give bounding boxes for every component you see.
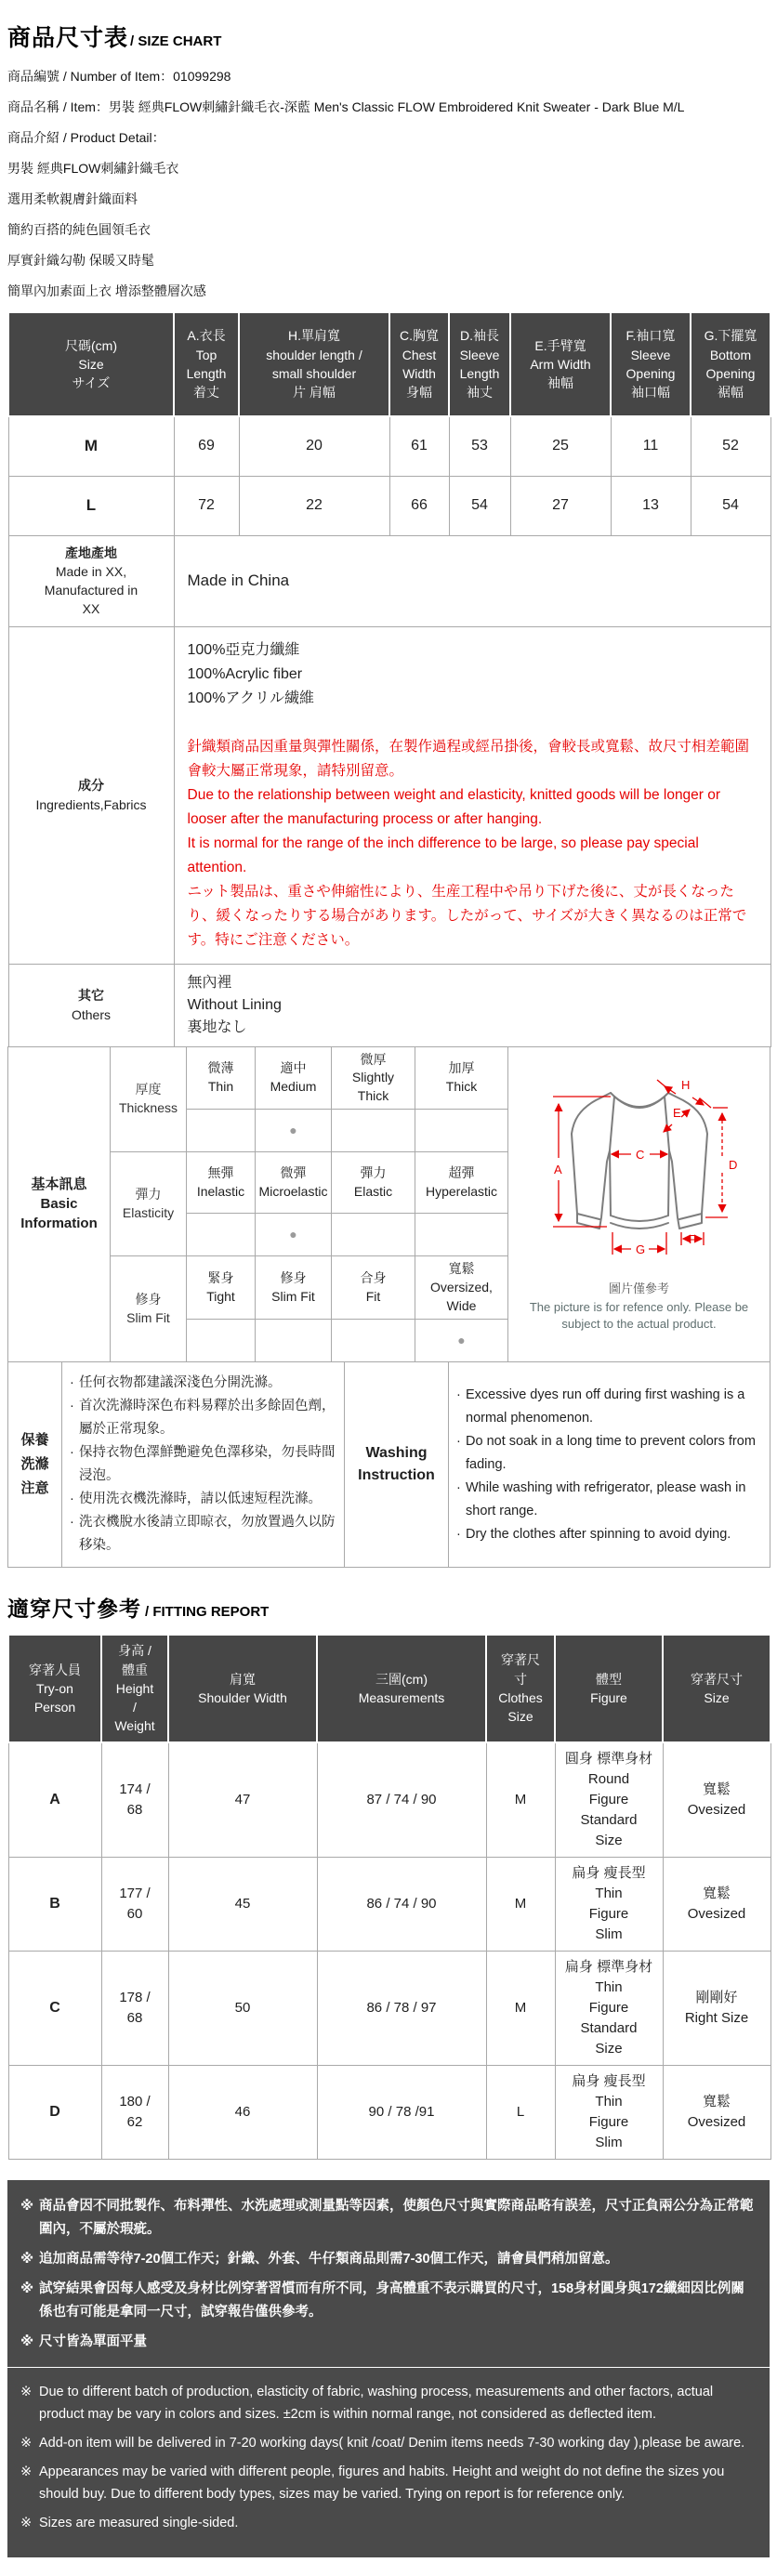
footer-note-zh: ※ 試穿結果會因每人感受及身材比例穿著習慣而有所不同，身高體重不表示購買的尺寸，158身材圓身與172纖細因比例關係也有可能是拿同一尺寸，試穿報告僅供參考。	[20, 2280, 744, 2320]
fit-option: 寬鬆 Oversized, Wide	[415, 1256, 508, 1320]
fitting-title: 適穿尺寸參考 / FITTING REPORT	[7, 1597, 270, 1622]
fit-option: 修身 Slim Fit	[256, 1256, 332, 1320]
fitting-row	[8, 1742, 770, 1858]
product-detail-line: 簡約百搭的純色圓領毛衣	[7, 222, 151, 237]
product-detail-line: 男裝 經典FLOW刺繡針織毛衣	[7, 161, 179, 176]
size-table-header: A.衣長 Top Length 着丈	[174, 312, 239, 416]
ingredients-value	[174, 626, 770, 964]
fitting-row	[8, 1951, 770, 2065]
product-detail-line: 選用柔軟親膚針織面料	[7, 191, 138, 206]
fitting-cell: 寬鬆 Ovesized	[663, 1857, 770, 1951]
others-row	[8, 964, 770, 1046]
fitting-cell: 寬鬆 Ovesized	[663, 1742, 770, 1858]
washing-label-zh: 保養 洗滌 注意	[8, 1362, 62, 1568]
size-cell: 66	[389, 476, 449, 535]
page-title-en: / SIZE CHART	[130, 33, 222, 49]
elasticity-option: 超彈 Hyperelastic	[415, 1152, 508, 1214]
elasticity-option: 彈力 Elastic	[332, 1152, 415, 1214]
page-title	[7, 19, 770, 53]
size-table-header: E.手臂寬 Arm Width 袖幅	[510, 312, 611, 416]
thickness-option: 微薄 Thin	[187, 1046, 256, 1110]
size-table-header: H.單肩寬 shoulder length / small shoulder 片 肩幅	[239, 312, 389, 416]
fitting-cell: 174 / 68	[101, 1742, 168, 1858]
ingredients-row	[8, 626, 770, 964]
basic-info-label: 基本訊息 Basic Information	[8, 1046, 111, 1362]
fitting-cell: M	[486, 1742, 555, 1858]
footer-note-zh: ※ 追加商品需等待7-20個工作天；針織、外套、牛仔類商品則需7-30個工作天，請會員們稍加留意。	[20, 2251, 619, 2267]
svg-text:C: C	[635, 1147, 644, 1162]
size-cell: 53	[449, 416, 510, 476]
washing-label-en: Washing Instruction	[345, 1362, 449, 1568]
washing-note: · 洗衣機脫水後請立即晾衣，勿放置過久以防移染。	[70, 1515, 336, 1554]
fitting-cell: 47	[168, 1742, 317, 1858]
fit-label: 修身 Slim Fit	[111, 1256, 187, 1362]
fitting-cell: 180 / 62	[101, 2065, 168, 2159]
fitting-table	[7, 1634, 771, 2159]
fitting-header: 穿著尺寸 Size	[663, 1635, 770, 1741]
fitting-header: 身高 / 體重 Height / Weight	[101, 1635, 168, 1741]
footer-note-zh: ※ 尺寸皆為單面平量	[20, 2333, 147, 2349]
elasticity-option: 無彈 Inelastic	[187, 1152, 256, 1214]
size-cell: 22	[239, 476, 389, 535]
measurement-diagram-cell	[508, 1046, 770, 1362]
washing-notes-zh	[62, 1362, 345, 1568]
fitting-cell: 177 / 60	[101, 1857, 168, 1951]
fitting-row	[8, 2065, 770, 2159]
others-value: 無內裡 Without Lining 裏地なし	[174, 964, 770, 1046]
product-detail-label: 商品介紹 / Product Detail：	[7, 130, 165, 145]
basic-info-table	[7, 1046, 770, 1363]
footer-note-en: ※ Add-on item will be delivered in 7-20 working days( knit /coat/ Denim items needs 7-30 working day ),please be aware.	[20, 2435, 745, 2451]
svg-text:E: E	[672, 1105, 681, 1120]
washing-note: · 保持衣物色澤鮮艷避免色澤移染，勿長時間浸泡。	[70, 1445, 336, 1484]
item-name-line: 商品名稱 / Item：男裝 經典FLOW刺繡針織毛衣-深藍 Men's Classic FLOW Embroidered Knit Sweater - Dark Blue M/L	[7, 99, 685, 114]
thickness-label: 厚度 Thickness	[111, 1046, 187, 1152]
svg-text:G: G	[635, 1242, 645, 1256]
size-cell: M	[8, 416, 174, 476]
size-cell: 20	[239, 416, 389, 476]
size-table-header: G.下擺寬 Bottom Opening 裾幅	[691, 312, 770, 416]
origin-label: 產地產地 Made in XX, Manufactured in XX	[8, 535, 174, 626]
svg-text:A: A	[553, 1162, 562, 1176]
fitting-cell: M	[486, 1951, 555, 2065]
product-detail-line: 簡單內加素面上衣 增添整體層次感	[7, 283, 206, 298]
elasticity-selected-dot: ●	[289, 1227, 297, 1242]
fitting-header: 穿著尺 寸 Clothes Size	[486, 1635, 555, 1741]
thickness-selected-dot: ●	[289, 1123, 297, 1138]
origin-row	[8, 535, 770, 626]
composition-text: 100%亞克力纖維 100%Acrylic fiber 100%アクリル繊維	[187, 641, 314, 706]
size-cell: 61	[389, 416, 449, 476]
fitting-cell: 圓身 標準身材 Round Figure Standard Size	[555, 1742, 663, 1858]
sweater-measurement-diagram	[518, 1076, 761, 1273]
ingredients-label: 成分 Ingredients,Fabrics	[8, 626, 174, 964]
diagram-caption-en: The picture is for refence only. Please be subject to the actual product.	[529, 1300, 749, 1332]
fitting-cell: B	[8, 1857, 101, 1951]
size-table-header: 尺碼(cm) Size サイズ	[8, 312, 174, 416]
fitting-cell: 90 / 78 /91	[317, 2065, 486, 2159]
fitting-cell: 86 / 74 / 90	[317, 1857, 486, 1951]
washing-note: · 首次洗滌時深色布料易釋於出多餘固色劑，屬於正常現象。	[70, 1399, 336, 1438]
thickness-option: 微厚 Slightly Thick	[332, 1046, 415, 1110]
elasticity-label: 彈力 Elasticity	[111, 1152, 187, 1256]
fitting-cell: 87 / 74 / 90	[317, 1742, 486, 1858]
item-number-line: 商品編號 / Number of Item：01099298	[7, 69, 231, 84]
product-detail-line: 厚實針織勾勒 保暖又時髦	[7, 253, 154, 268]
fitting-header: 體型 Figure	[555, 1635, 663, 1741]
fit-selected-dot: ●	[457, 1332, 466, 1347]
washing-table	[7, 1361, 770, 1568]
size-cell: 27	[510, 476, 611, 535]
fitting-cell: C	[8, 1951, 101, 2065]
svg-text:F: F	[688, 1231, 696, 1246]
fitting-cell: L	[486, 2065, 555, 2159]
svg-text:H: H	[680, 1077, 690, 1092]
washing-note: · 使用洗衣機洗滌時，請以低速短程洗滌。	[70, 1492, 322, 1507]
size-cell: 54	[449, 476, 510, 535]
origin-value: Made in China	[174, 535, 770, 626]
fit-option: 緊身 Tight	[187, 1256, 256, 1320]
fitting-header: 三圍(cm) Measurements	[317, 1635, 486, 1741]
size-table-header-row	[8, 312, 770, 416]
fitting-cell: A	[8, 1742, 101, 1858]
fitting-cell: 45	[168, 1857, 317, 1951]
svg-text:D: D	[728, 1157, 737, 1172]
others-label: 其它 Others	[8, 964, 174, 1046]
fitting-cell: 扁身 標準身材 Thin Figure Standard Size	[555, 1951, 663, 2065]
washing-note: · Do not soak in a long time to prevent colors from fading.	[456, 1433, 756, 1472]
fitting-cell: 扁身 瘦長型 Thin Figure Slim	[555, 2065, 663, 2159]
washing-note: · 任何衣物都建議深淺色分開洗滌。	[70, 1375, 282, 1391]
fitting-cell: 178 / 68	[101, 1951, 168, 2065]
size-cell: 52	[691, 416, 770, 476]
size-row-l	[8, 476, 770, 535]
size-cell: 13	[611, 476, 691, 535]
footer-note-zh: ※ 商品會因不同批製作、布料彈性、水洗處理或測量點等因素，使顏色尺寸與實際商品略有誤差，尺寸正負兩公分為正常範圍內，不屬於瑕疵。	[20, 2198, 754, 2237]
size-cell: 25	[510, 416, 611, 476]
notes-footer	[7, 2180, 770, 2557]
size-table-header: F.袖口寬 Sleeve Opening 袖口幅	[611, 312, 691, 416]
footer-note-en: ※ Appearances may be varied with different people, figures and habits. Height and weight do not define the sizes you should buy. Due to different body types, sizes may be varied. Trying on report is for reference only.	[20, 2464, 725, 2502]
size-cell: L	[8, 476, 174, 535]
fitting-cell: 扁身 瘦長型 Thin Figure Slim	[555, 1857, 663, 1951]
size-cell: 54	[691, 476, 770, 535]
fitting-cell: 剛剛好 Right Size	[663, 1951, 770, 2065]
fitting-cell: 50	[168, 1951, 317, 2065]
elasticity-option: 微彈 Microelastic	[256, 1152, 332, 1214]
fitting-header-row	[8, 1635, 770, 1741]
fitting-header: 肩寬 Shoulder Width	[168, 1635, 317, 1741]
fit-option: 合身 Fit	[332, 1256, 415, 1320]
washing-note: · Excessive dyes run off during first washing is a normal phenomenon.	[456, 1387, 745, 1426]
thickness-option: 適中 Medium	[256, 1046, 332, 1110]
size-cell: 11	[611, 416, 691, 476]
measurement-labels	[554, 1078, 737, 1256]
fitting-row	[8, 1857, 770, 1951]
size-cell: 69	[174, 416, 239, 476]
size-table-header: D.袖長 Sleeve Length 袖丈	[449, 312, 510, 416]
size-table-header: C.胸寬 Chest Width 身幅	[389, 312, 449, 416]
size-row-m	[8, 416, 770, 476]
washing-note: · While washing with refrigerator, please wash in short range.	[456, 1479, 746, 1518]
footer-note-en: ※ Due to different batch of production, elasticity of fabric, washing process, measurements and other factors, actual product may be vary in colors and sizes. ±2cm is within normal range, not considered as deflected item.	[20, 2384, 714, 2422]
elasticity-notice-text: 針織類商品因重量與彈性關係，在製作過程或經吊掛後，會較長或寬鬆、故尺寸相差範圍會較大屬正常現象，請特別留意。 Due to the relationship between weight and elasticity, knitted goods will be longer or looser after the manufacturing process or after hanging. It is normal for the range of the inch difference to be large, so please pay special attention. ニット製品は、重さや伸縮性により、生産工程中や吊り下げた後に、丈が長くなったり、緩くなったりする場合があります。したがって、サイズが大きく異なるのは正常です。特にご注意ください。	[187, 738, 750, 948]
footer-note-en: ※ Sizes are measured single-sided.	[20, 2515, 239, 2530]
washing-note: · Dry the clothes after spinning to avoid dying.	[456, 1526, 731, 1542]
fitting-cell: 86 / 78 / 97	[317, 1951, 486, 2065]
fitting-cell: 46	[168, 2065, 317, 2159]
fitting-cell: M	[486, 1857, 555, 1951]
washing-notes-en	[449, 1362, 770, 1568]
size-table	[7, 311, 771, 1047]
fitting-cell: 寬鬆 Ovesized	[663, 2065, 770, 2159]
fitting-cell: D	[8, 2065, 101, 2159]
thickness-option: 加厚 Thick	[415, 1046, 508, 1110]
footer-divider	[7, 2367, 770, 2368]
size-cell: 72	[174, 476, 239, 535]
fitting-header: 穿著人員 Try-on Person	[8, 1635, 101, 1741]
page-title-zh: 商品尺寸表	[7, 25, 129, 51]
diagram-caption-zh: 圖片僅參考	[608, 1281, 669, 1295]
